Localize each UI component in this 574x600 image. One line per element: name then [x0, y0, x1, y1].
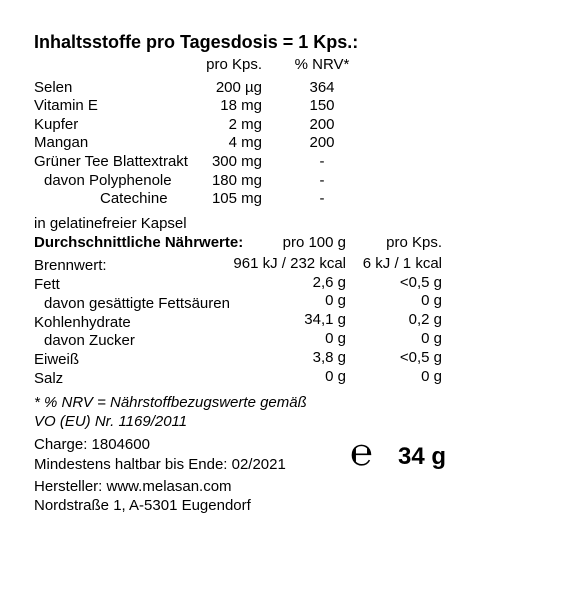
nutrient-per100: 34,1 g — [304, 311, 346, 328]
nutrient-percap: <0,5 g — [399, 349, 442, 366]
nutrition-col-percap: pro Kps. — [386, 234, 442, 251]
nutrient-per100: 2,6 g — [312, 274, 346, 291]
ingredient-amount: 18 mg — [220, 97, 262, 114]
manufacturer: Hersteller: www.melasan.com — [34, 478, 232, 495]
ingredient-amount: 300 mg — [211, 153, 262, 170]
ingredient-name: Kupfer — [34, 116, 79, 133]
nutrient-name: Eiweiß — [34, 351, 80, 368]
nutrient-name: Brennwert: — [34, 257, 107, 274]
net-quantity: 34 g — [398, 443, 447, 470]
ingredient-amount: 2 mg — [228, 116, 262, 133]
nutrition-heading: Durchschnittliche Nährwerte: — [34, 234, 244, 251]
nrv-footnote-line2: VO (EU) Nr. 1169/2011 — [34, 413, 188, 430]
ingredients-header-per-capsule: pro Kps. — [206, 56, 262, 73]
nutrient-name: davon gesättigte Fettsäuren — [44, 295, 230, 312]
estimated-sign-icon: ℮ — [350, 432, 373, 474]
ingredient-name: Grüner Tee Blattextrakt — [34, 153, 188, 170]
ingredient-nrv: 200 — [309, 116, 335, 133]
ingredient-name: Selen — [34, 79, 73, 96]
nutrient-name: Salz — [34, 370, 64, 387]
nutrient-per100: 0 g — [325, 292, 346, 309]
ingredient-nrv: 364 — [309, 79, 335, 96]
nutrient-percap: 0 g — [421, 330, 442, 347]
best-before-date: Mindestens haltbar bis Ende: 02/2021 — [34, 456, 286, 473]
ingredient-nrv: 200 — [309, 134, 335, 151]
nutrient-per100: 961 kJ / 232 kcal — [233, 255, 346, 272]
capsule-note: in gelatinefreier Kapsel — [34, 215, 187, 232]
ingredient-amount: 200 µg — [215, 79, 262, 96]
nutrient-name: Fett — [34, 276, 60, 293]
ingredients-header-nrv: % NRV* — [294, 56, 350, 73]
ingredient-name: Mangan — [34, 134, 89, 151]
nutrient-name: Kohlenhydrate — [34, 314, 131, 331]
nutrient-per100: 0 g — [325, 330, 346, 347]
ingredient-name: Vitamin E — [34, 97, 98, 114]
ingredient-nrv: 150 — [309, 97, 335, 114]
charge-number: Charge: 1804600 — [34, 436, 150, 453]
ingredient-nrv: - — [319, 172, 325, 189]
ingredient-amount: 180 mg — [211, 172, 262, 189]
nutrient-percap: 0,2 g — [408, 311, 442, 328]
nutrition-col-per100: pro 100 g — [282, 234, 346, 251]
nutrient-name: davon Zucker — [44, 332, 135, 349]
nutrient-per100: 0 g — [325, 368, 346, 385]
ingredient-name: davon Polyphenole — [44, 172, 172, 189]
nutrient-percap: 0 g — [421, 292, 442, 309]
nrv-footnote-line1: * % NRV = Nährstoffbezugswerte gemäß — [34, 394, 307, 411]
nutrient-per100: 3,8 g — [312, 349, 346, 366]
nutrient-percap: <0,5 g — [399, 274, 442, 291]
ingredient-name: Catechine — [100, 190, 168, 207]
manufacturer-address: Nordstraße 1, A-5301 Eugendorf — [34, 497, 251, 514]
nutrient-percap: 0 g — [421, 368, 442, 385]
nutrient-percap: 6 kJ / 1 kcal — [362, 255, 442, 272]
label-title: Inhaltsstoffe pro Tagesdosis = 1 Kps.: — [34, 32, 359, 52]
ingredient-amount: 105 mg — [211, 190, 262, 207]
ingredient-nrv: - — [319, 190, 325, 207]
ingredient-nrv: - — [319, 153, 325, 170]
ingredient-amount: 4 mg — [228, 134, 262, 151]
